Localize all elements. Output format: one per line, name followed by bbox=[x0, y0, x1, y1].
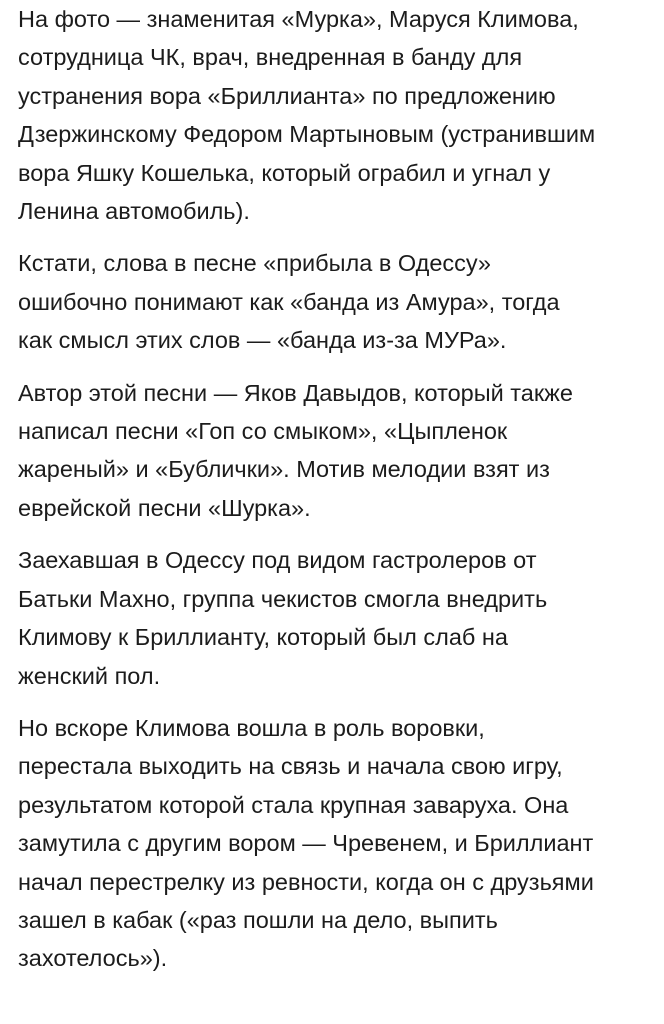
text-line: захотелось»). bbox=[18, 945, 168, 972]
text-line: ошибочно понимают как «банда из Амура», тогда bbox=[18, 288, 560, 315]
text-line: как смысл этих слов — «банда из-за МУРа». bbox=[18, 327, 507, 354]
text-line: На фото — знаменитая «Мурка», Маруся Климова, bbox=[18, 6, 579, 32]
text-line: Дзержинскому Федором Мартыновым (устранившим bbox=[18, 121, 596, 148]
paragraph-4 bbox=[18, 541, 658, 695]
text-line: Кстати, слова в песне «прибыла в Одессу» bbox=[18, 250, 491, 277]
text-line: устранения вора «Бриллианта» по предложению bbox=[18, 82, 556, 109]
paragraph-5 bbox=[18, 709, 658, 978]
text-line: написал песни «Гоп со смыком», «Цыпленок bbox=[18, 418, 508, 445]
text-line: Но вскоре Климова вошла в роль воровки, bbox=[18, 714, 485, 741]
text-line: Автор этой песни — Яков Давыдов, который также bbox=[18, 379, 573, 406]
text-line: сотрудница ЧК, врач, внедренная в банду для bbox=[18, 44, 523, 71]
text-line: зашел в кабак («раз пошли на дело, выпить bbox=[18, 906, 498, 933]
text-line: Ленина автомобиль). bbox=[18, 198, 250, 225]
text-line: Заехавшая в Одессу под видом гастролеров от bbox=[18, 547, 537, 574]
text-line: вора Яшку Кошелька, который ограбил и угнал у bbox=[18, 159, 551, 186]
text-line: перестала выходить на связь и начала свою игру, bbox=[18, 753, 563, 780]
text-line: еврейской песни «Шурка». bbox=[18, 494, 311, 521]
paragraph-1 bbox=[18, 0, 658, 230]
paragraph-2 bbox=[18, 244, 658, 359]
text-line: жареный» и «Бублички». Мотив мелодии взят из bbox=[18, 456, 550, 483]
text-line: Климову к Бриллианту, который был слаб на bbox=[18, 624, 508, 651]
paragraph-3 bbox=[18, 374, 658, 528]
article-body bbox=[18, 0, 658, 992]
text-line: женский пол. bbox=[18, 662, 161, 689]
text-line: результатом которой стала крупная заваруха. Она bbox=[18, 791, 569, 818]
text-line: замутила с другим вором — Чревенем, и Бриллиант bbox=[18, 830, 594, 857]
text-line: Батьки Махно, группа чекистов смогла внедрить bbox=[18, 585, 548, 612]
text-line: начал перестрелку из ревности, когда он с друзьями bbox=[18, 868, 594, 895]
